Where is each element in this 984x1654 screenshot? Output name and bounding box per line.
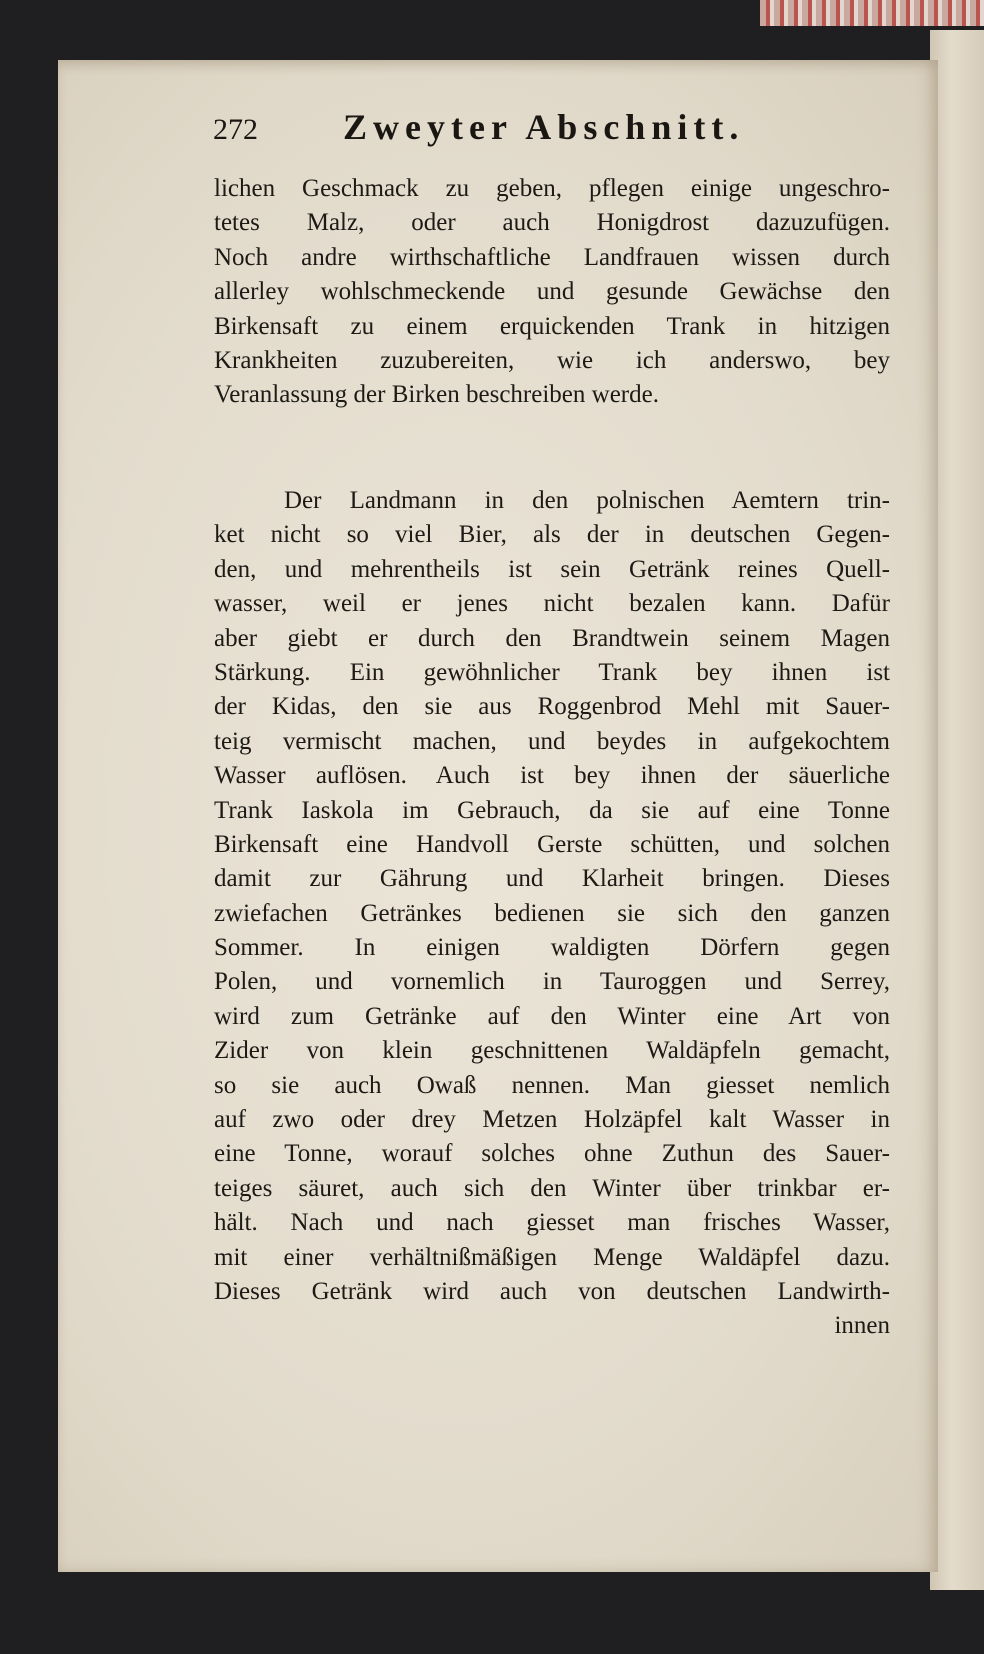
- text-line: den, und mehrentheils ist sein Getränk reines Quell-: [214, 555, 890, 583]
- text-line: wird zum Getränke auf den Winter eine Art von: [214, 1002, 890, 1030]
- text-line: zwiefachen Getränkes bedienen sie sich den ganzen: [214, 899, 890, 927]
- text-line: Sommer. In einigen waldigten Dörfern gegen: [214, 934, 890, 962]
- text-line: tetes Malz, oder auch Honigdrost dazuzufügen.: [214, 209, 890, 237]
- adjacent-page-edge: [930, 30, 984, 1590]
- text-line: ket nicht so viel Bier, als der in deutschen Gegen-: [214, 521, 890, 549]
- text-line: aber giebt er durch den Brandtwein seinem Magen: [214, 624, 890, 652]
- text-line: Polen, und vornemlich in Tauroggen und Serrey,: [214, 968, 890, 996]
- text-line: Veranlassung der Birken beschreiben werde.: [214, 381, 659, 409]
- text-line: Wasser auflösen. Auch ist bey ihnen der säuerliche: [214, 762, 890, 790]
- page-number: 272: [213, 113, 258, 146]
- paragraph-1: [214, 172, 890, 413]
- catchword: innen: [834, 1312, 890, 1340]
- paragraph-2: [214, 484, 890, 1344]
- text-line: wasser, weil er jenes nicht bezalen kann. Dafür: [214, 590, 890, 618]
- text-line: Krankheiten zuzubereiten, wie ich anderswo, bey: [214, 346, 890, 374]
- running-head: Zweyter Abschnitt.: [343, 107, 745, 147]
- text-line: allerley wohlschmeckende und gesunde Gewächse den: [214, 278, 890, 306]
- text-line: Birkensaft eine Handvoll Gerste schütten, und solchen: [214, 830, 890, 858]
- text-line: so sie auch Owaß nennen. Man giesset nemlich: [214, 1071, 890, 1099]
- text-line: eine Tonne, worauf solches ohne Zuthun des Sauer-: [214, 1140, 890, 1168]
- text-line: teig vermischt machen, und beydes in aufgekochtem: [214, 727, 890, 755]
- bookmark-ribbon: [760, 0, 984, 26]
- text-line: Der Landmann in den polnischen Aemtern trin-: [284, 487, 890, 514]
- text-line: damit zur Gährung und Klarheit bringen. Dieses: [214, 865, 890, 893]
- text-line: Zider von klein geschnittenen Waldäpfeln gemacht,: [214, 1037, 890, 1065]
- text-line: Trank Iaskola im Gebrauch, da sie auf eine Tonne: [214, 796, 890, 824]
- text-line: lichen Geschmack zu geben, pflegen einige ungeschro-: [214, 175, 890, 202]
- text-line: Dieses Getränk wird auch von deutschen Landwirth-: [214, 1277, 890, 1305]
- text-line: Stärkung. Ein gewöhnlicher Trank bey ihnen ist: [214, 658, 890, 686]
- page-header: [213, 104, 833, 154]
- text-line: teiges säuret, auch sich den Winter über trinkbar er-: [214, 1174, 890, 1202]
- text-line: der Kidas, den sie aus Roggenbrod Mehl mit Sauer-: [214, 693, 890, 721]
- text-line: Noch andre wirthschaftliche Landfrauen wissen durch: [214, 243, 890, 271]
- text-line: Birkensaft zu einem erquickenden Trank in hitzigen: [214, 312, 890, 340]
- text-line: hält. Nach und nach giesset man frisches Wasser,: [214, 1209, 890, 1237]
- text-line: mit einer verhältnißmäßigen Menge Waldäpfel dazu.: [214, 1243, 890, 1271]
- text-line: auf zwo oder drey Metzen Holzäpfel kalt Wasser in: [214, 1106, 890, 1134]
